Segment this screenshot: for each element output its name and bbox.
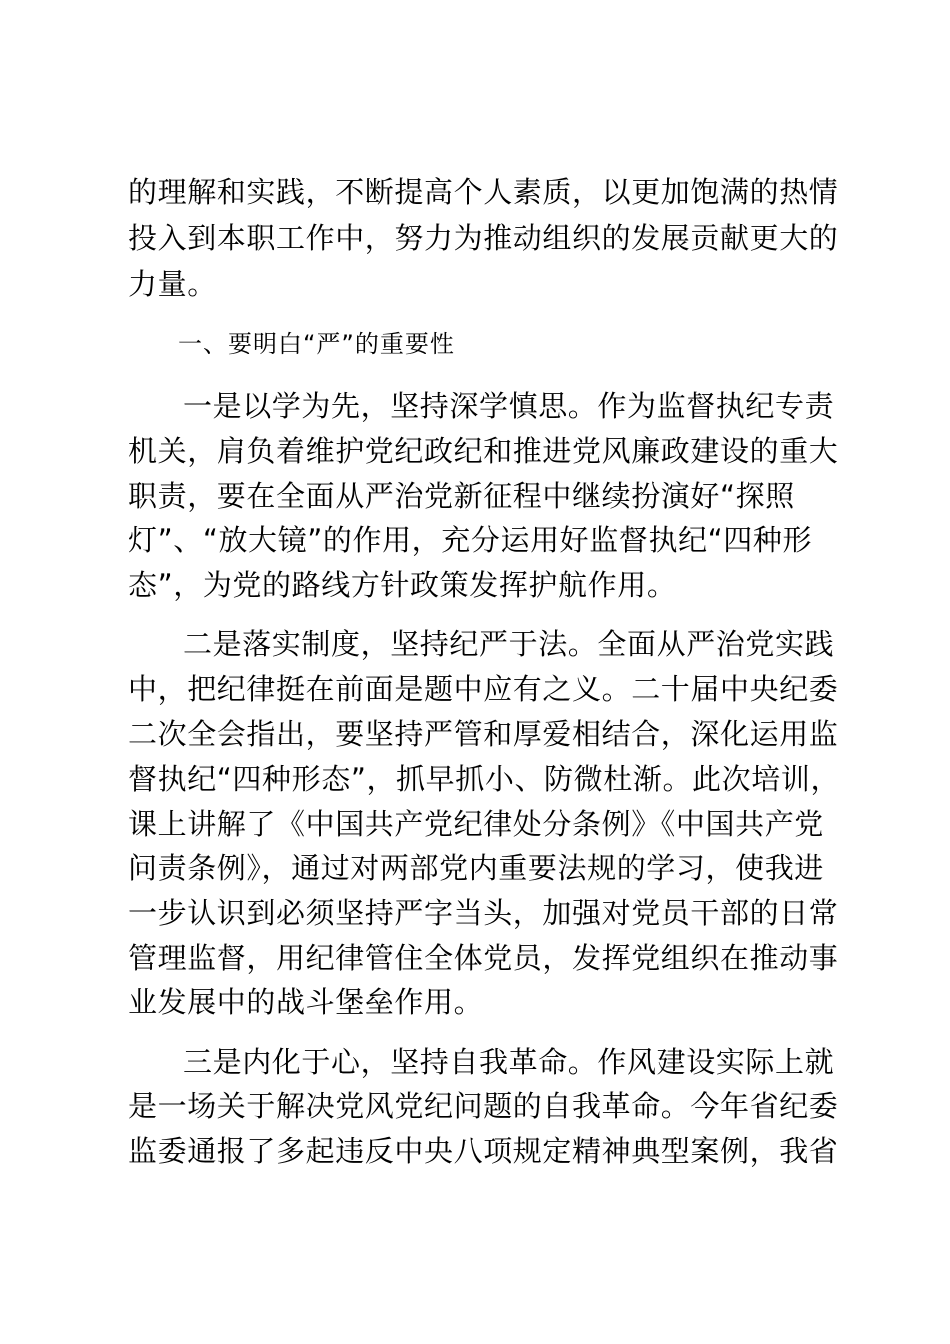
paragraph-line: 中，把纪律挺在前面是题中应有之义。二十届中央纪委 [128, 672, 839, 706]
paragraph-line: 业发展中的战斗堡垒作用。 [128, 985, 484, 1019]
paragraph-line: 三是内化于心，坚持自我革命。作风建设实际上就 [183, 1045, 835, 1079]
intro-line: 投入到本职工作中，努力为推动组织的发展贡献更大的 [128, 221, 839, 255]
section-heading: 一、要明白“严”的重要性 [178, 330, 455, 358]
paragraph-line: 机关，肩负着维护党纪政纪和推进党风廉政建设的重大 [128, 434, 839, 468]
paragraph-line: 是一场关于解决党风党纪问题的自我革命。今年省纪委 [128, 1089, 839, 1123]
paragraph-line: 管理监督，用纪律管住全体党员，发挥党组织在推动事 [128, 941, 839, 975]
paragraph-line: 二次全会指出，要坚持严管和厚爱相结合，深化运用监 [128, 717, 839, 751]
intro-line: 的理解和实践，不断提高个人素质，以更加饱满的热情 [128, 175, 839, 209]
paragraph-line: 监委通报了多起违反中央八项规定精神典型案例，我省 [128, 1134, 839, 1168]
paragraph-line: 一是以学为先，坚持深学慎思。作为监督执纪专责 [183, 389, 835, 423]
paragraph-line: 问责条例》，通过对两部党内重要法规的学习，使我进 [128, 851, 824, 885]
paragraph-line: 督执纪“四种形态”，抓早抓小、防微杜渐。此次培训， [128, 762, 841, 796]
intro-line: 力量。 [128, 267, 217, 301]
paragraph-line: 课上讲解了《中国共产党纪律处分条例》《中国共产党 [128, 807, 824, 841]
paragraph-line: 态”，为党的路线方针政策发挥护航作用。 [128, 568, 677, 602]
paragraph-line: 一步认识到必须坚持严字当头，加强对党员干部的日常 [128, 896, 839, 930]
paragraph-line: 职责，要在全面从严治党新征程中继续扮演好“探照 [128, 479, 795, 513]
paragraph-line: 二是落实制度，坚持纪严于法。全面从严治党实践 [183, 627, 835, 661]
paragraph-line: 灯”、“放大镜”的作用，充分运用好监督执纪“四种形 [128, 523, 813, 557]
